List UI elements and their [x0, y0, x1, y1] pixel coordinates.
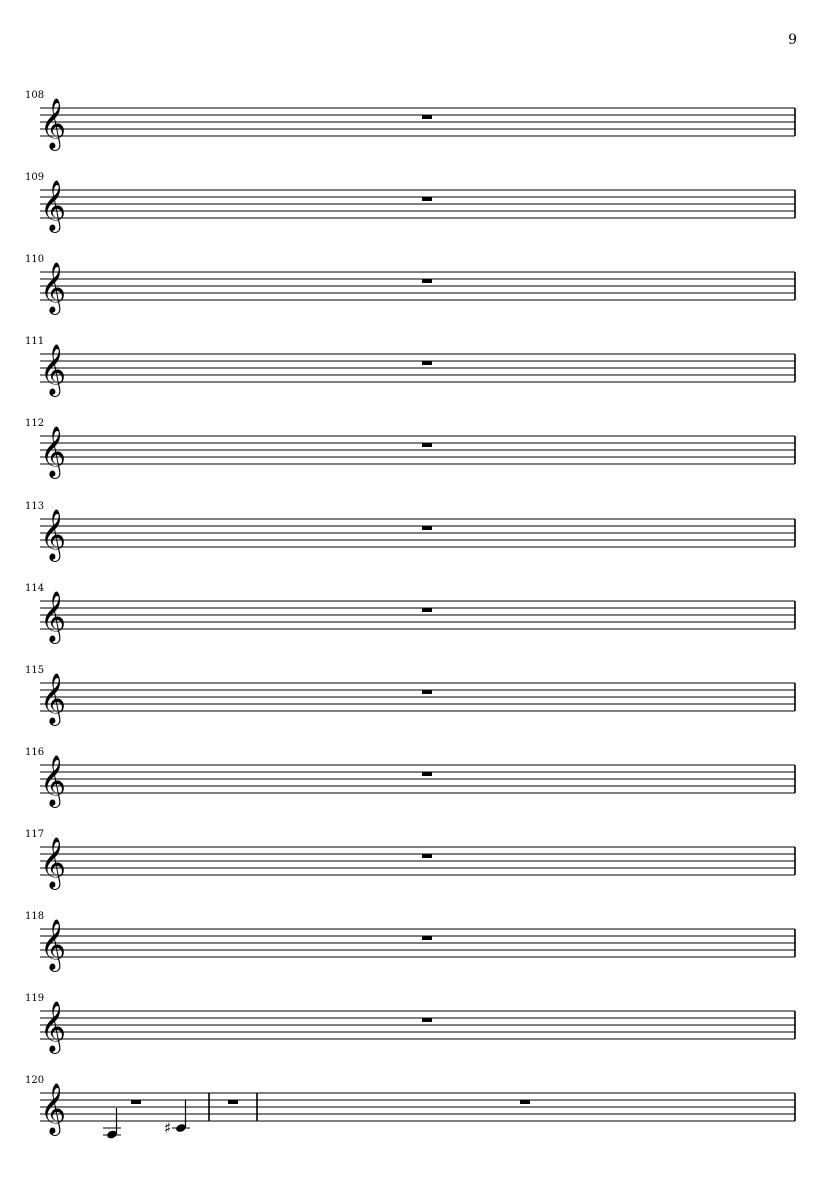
staff-system [25, 665, 795, 726]
staff-system [25, 829, 795, 890]
staff-system [25, 336, 795, 397]
measure-number: 109 [25, 172, 45, 183]
whole-rest [520, 1100, 530, 1104]
whole-rest [422, 608, 432, 612]
staff-system [25, 993, 795, 1054]
page-number: 9 [788, 32, 797, 48]
whole-rest [422, 279, 432, 283]
treble-clef-icon: 𝄞 [40, 919, 67, 970]
treble-clef-icon: 𝄞 [40, 1001, 67, 1052]
measure-number: 119 [25, 993, 45, 1004]
staff-system [25, 172, 795, 233]
whole-rest [422, 115, 432, 119]
measure-number: 114 [25, 583, 45, 594]
whole-rest [422, 854, 432, 858]
whole-rest [422, 772, 432, 776]
treble-clef-icon: 𝄞 [40, 262, 67, 313]
treble-clef-icon: 𝄞 [40, 344, 67, 395]
staff-system [25, 911, 795, 972]
treble-clef-icon: 𝄞 [40, 755, 67, 806]
staff-system [25, 90, 795, 151]
whole-rest [422, 361, 432, 365]
staff-system [25, 747, 795, 808]
measure-number: 116 [25, 747, 45, 758]
measure-number: 120 [25, 1075, 45, 1086]
treble-clef-icon: 𝄞 [40, 1083, 67, 1134]
treble-clef-icon: 𝄞 [40, 591, 67, 642]
whole-rest [228, 1100, 238, 1104]
staff-system [25, 254, 795, 315]
treble-clef-icon: 𝄞 [40, 426, 67, 477]
treble-clef-icon: 𝄞 [40, 837, 67, 888]
measure-number: 113 [25, 501, 45, 512]
measure-number: 115 [25, 665, 45, 676]
measure-number: 118 [25, 911, 45, 922]
measure-number: 110 [25, 254, 45, 265]
whole-rest [422, 690, 432, 694]
whole-rest [422, 443, 432, 447]
staff-system [25, 418, 795, 479]
whole-rest [422, 936, 432, 940]
whole-rest [422, 1018, 432, 1022]
measure-number: 111 [25, 336, 45, 347]
whole-rest [131, 1100, 141, 1104]
sharp-icon: ♯ [164, 1119, 172, 1137]
treble-clef-icon: 𝄞 [40, 98, 67, 149]
treble-clef-icon: 𝄞 [40, 509, 67, 560]
measure-number: 108 [25, 90, 45, 101]
whole-rest [422, 197, 432, 201]
staff-system [25, 583, 795, 644]
whole-rest [422, 526, 432, 530]
treble-clef-icon: 𝄞 [40, 180, 67, 231]
staff-system [25, 501, 795, 562]
measure-number: 112 [25, 418, 45, 429]
measure-number: 117 [25, 829, 45, 840]
staff-system [25, 1075, 795, 1140]
treble-clef-icon: 𝄞 [40, 673, 67, 724]
